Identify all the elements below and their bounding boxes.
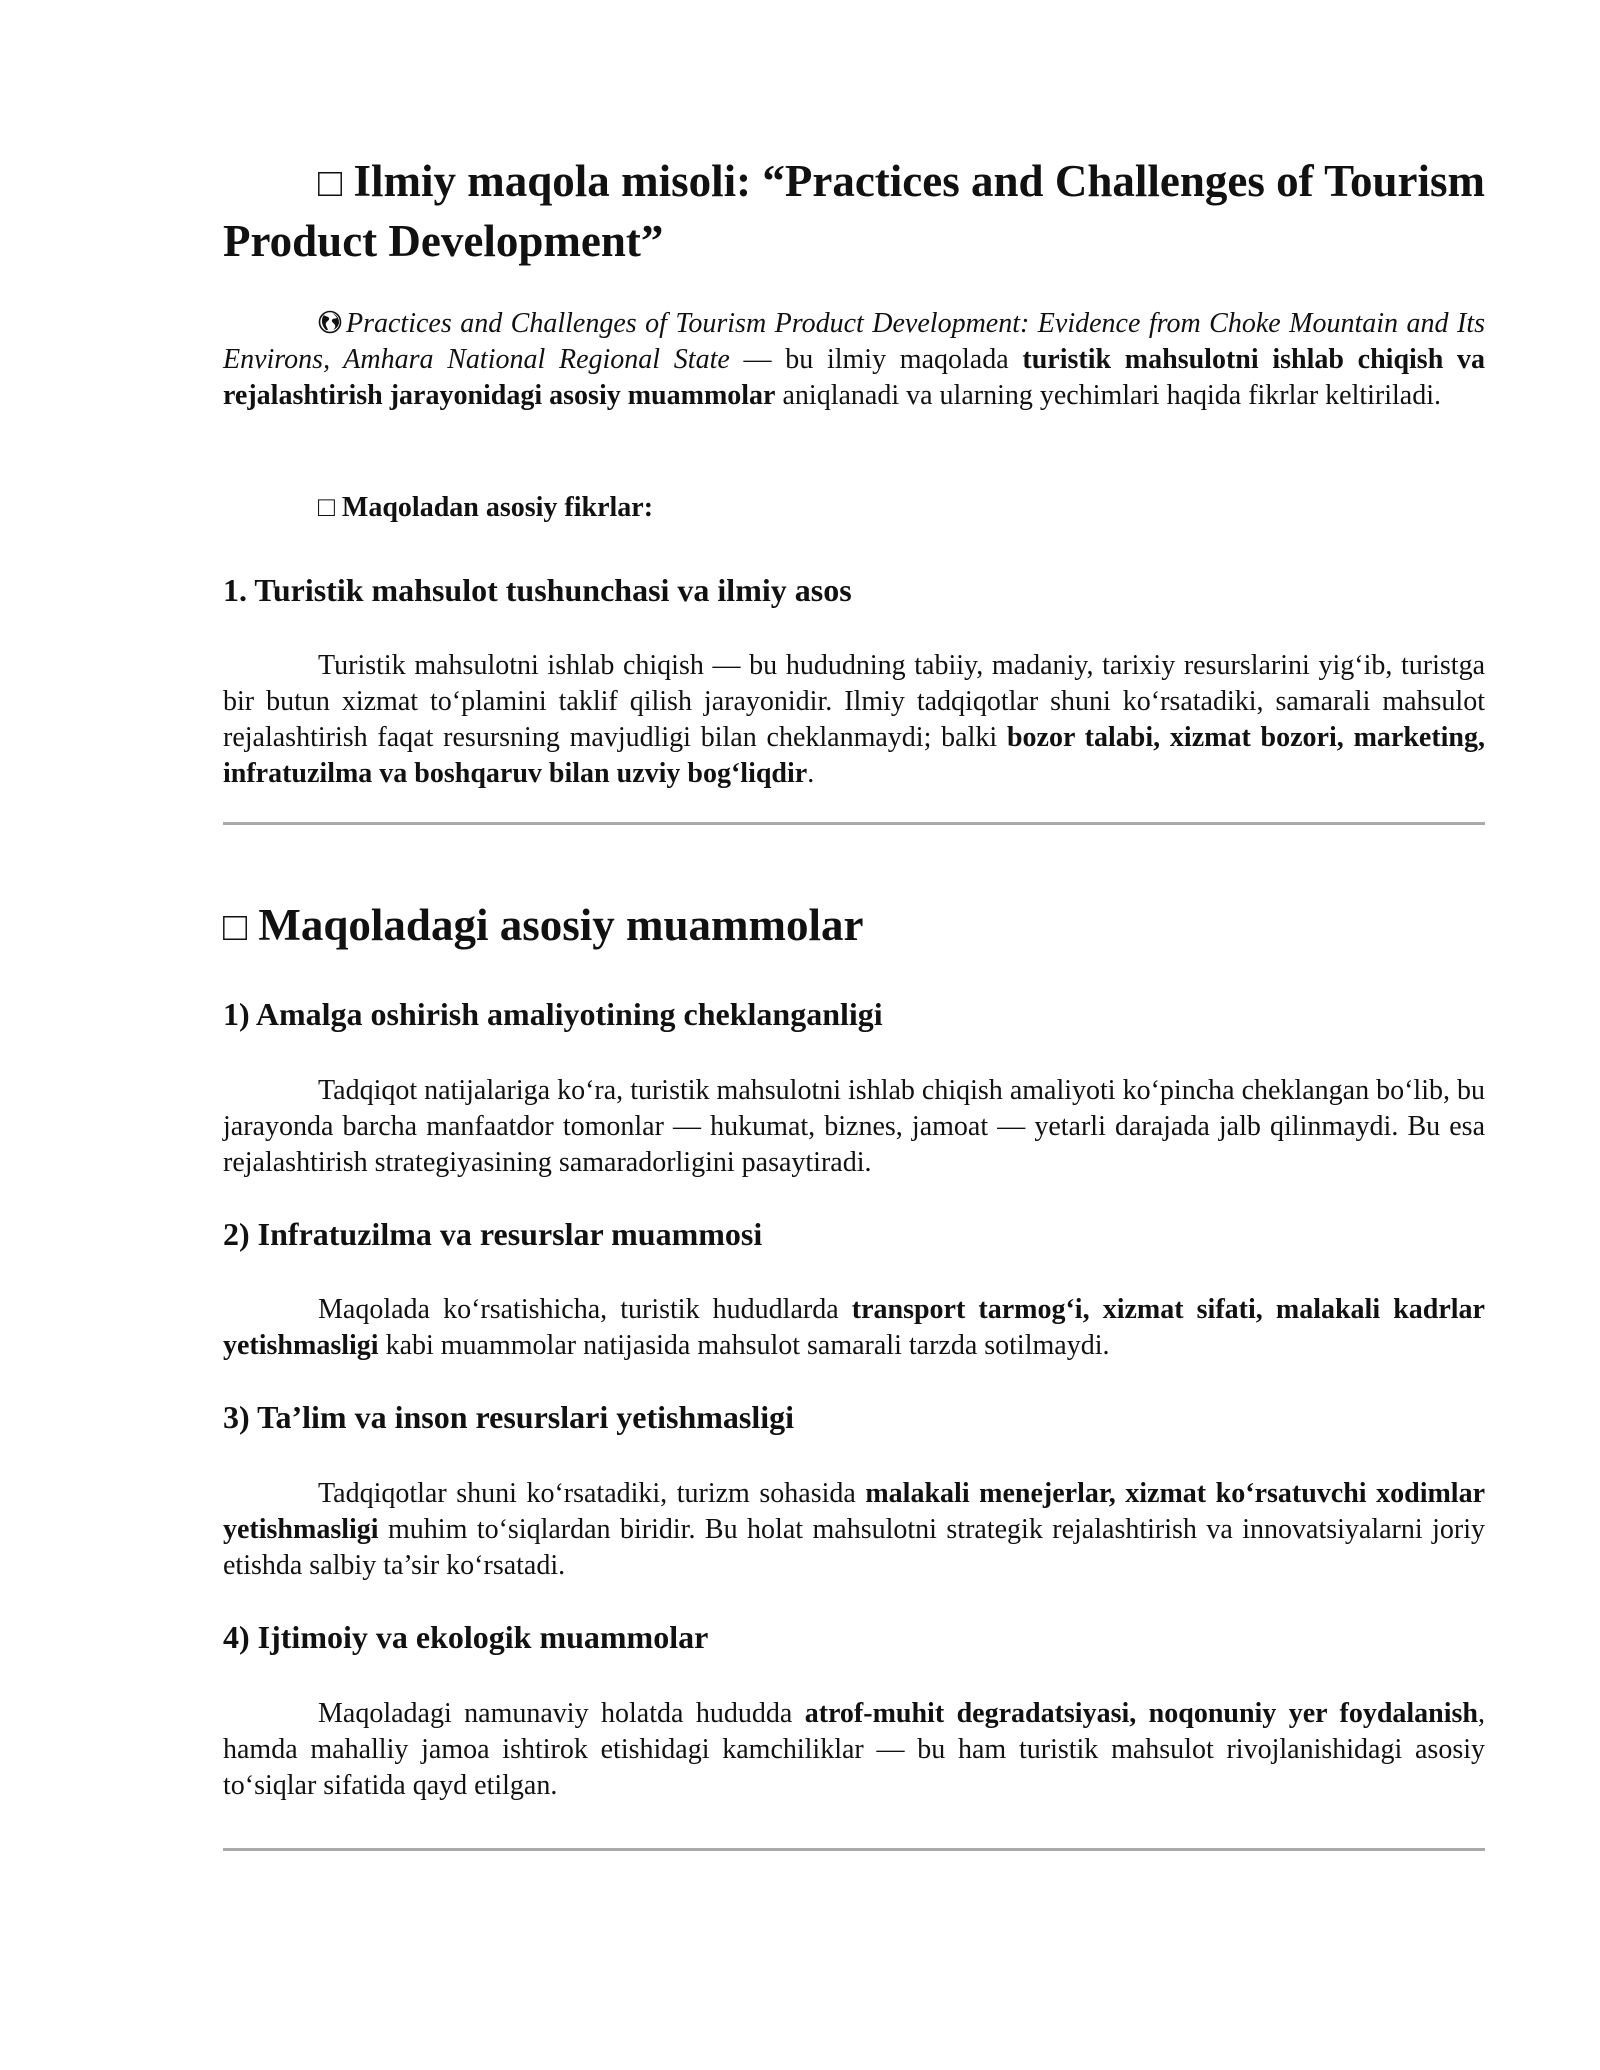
intro-paragraph [223,306,1485,414]
problem-text-2: , hamda mahalliy jamoa ishtirok etishidagi kamchiliklar — bu ham turistik mahsulot rivojlanishidagi asosiy to‘siqlar sifatida qayd etilgan. [223,1698,1485,1801]
article-title [223,152,1485,270]
horizontal-divider [223,1848,1485,1851]
problem-paragraph [223,1476,1485,1584]
intro-emphasis: turistik mahsulotni ishlab chiqish va rejalashtirish jarayonidagi asosiy muammolar [223,344,1485,411]
key-ideas-text: Maqoladan asosiy fikrlar: [341,492,654,523]
horizontal-divider [223,822,1485,825]
problem-heading: 3) Ta’lim va inson resurslari yetishmasligi [223,1399,795,1435]
article-title-text: Ilmiy maqola misoli: “Practices and Challenges of Tourism Product Development” [223,156,1486,266]
intro-text-2: aniqlanadi va ularning yechimlari haqida fikrlar keltiriladi. [775,380,1442,411]
section-heading: 1. Turistik mahsulot tushunchasi va ilmiy asos [223,572,852,608]
section-paragraph [223,648,1485,792]
problem-emphasis: transport tarmog‘i, xizmat sifati, malakali kadrlar yetishmasligi [223,1294,1485,1361]
placeholder-box-icon: □ [318,492,335,523]
intro-article-title: Practices and Challenges of Tourism Product Development: Evidence from Choke Mountain and Its Environs, Amhara National Regional State [223,308,1485,375]
problem-heading: 1) Amalga oshirish amaliyotining cheklanganligi [223,996,883,1032]
problem-emphasis: atrof-muhit degradatsiyasi, noqonuniy yer foydalanish [804,1698,1478,1729]
problem-emphasis: malakali menejerlar, xizmat ko‘rsatuvchi xodimlar yetishmasligi [223,1478,1485,1545]
problem-text-1: Tadqiqot natijalariga ko‘ra, turistik mahsulotni ishlab chiqish amaliyoti ko‘pincha cheklangan bo‘lib, bu jarayonda barcha manfaatdor tomonlar — hukumat, biznes, jamoat — yetarli darajada jalb qilinmaydi. Bu esa rejalashtirish strategiyasining samaradorligini pasaytiradi. [223,1075,1485,1178]
intro-text-1: — bu ilmiy maqolada [729,344,1023,375]
key-ideas-label [223,490,1485,526]
problem-paragraph [223,1696,1485,1804]
problem-text-2: kabi muammolar natijasida mahsulot samarali tarzda sotilmaydi. [378,1330,1110,1361]
problem-text-1: Tadqiqotlar shuni ko‘rsatadiki, turizm sohasida [318,1478,866,1509]
section-text-1: Turistik mahsulotni ishlab chiqish — bu hududning tabiiy, madaniy, tarixiy resurslarini yig‘ib, turistga bir butun xizmat to‘plamini taklif qilish jarayonidir. Ilmiy tadqiqotlar shuni ko‘rsatadiki, samarali mahsulot rejalashtirish faqat resursning mavjudligi bilan cheklanmaydi; balki [223,650,1485,753]
problem-paragraph [223,1292,1485,1364]
problems-heading-text: Maqoladagi asosiy muammolar [258,900,864,950]
problem-heading: 2) Infratuzilma va resurslar muammosi [223,1216,763,1252]
globe-icon [318,310,342,334]
problem-heading: 4) Ijtimoiy va ekologik muammolar [223,1619,709,1655]
problems-heading [223,897,1485,955]
problem-text-1: Maqolada ko‘rsatishicha, turistik hududlarda [318,1294,852,1325]
problem-text-2: muhim to‘siqlardan biridir. Bu holat mahsulotni strategik rejalashtirish va innovatsiyalarni joriy etishda salbiy ta’sir ko‘rsatadi. [223,1514,1485,1581]
placeholder-box-icon: □ [223,904,248,949]
placeholder-box-icon: □ [318,160,343,205]
section-text-2: . [807,758,815,789]
problem-text-1: Maqoladagi namunaviy holatda hududda [318,1698,805,1729]
section-emphasis: bozor talabi, xizmat bozori, marketing, infratuzilma va boshqaruv bilan uzviy bog‘liqdir [223,722,1485,789]
problem-paragraph [223,1073,1485,1181]
